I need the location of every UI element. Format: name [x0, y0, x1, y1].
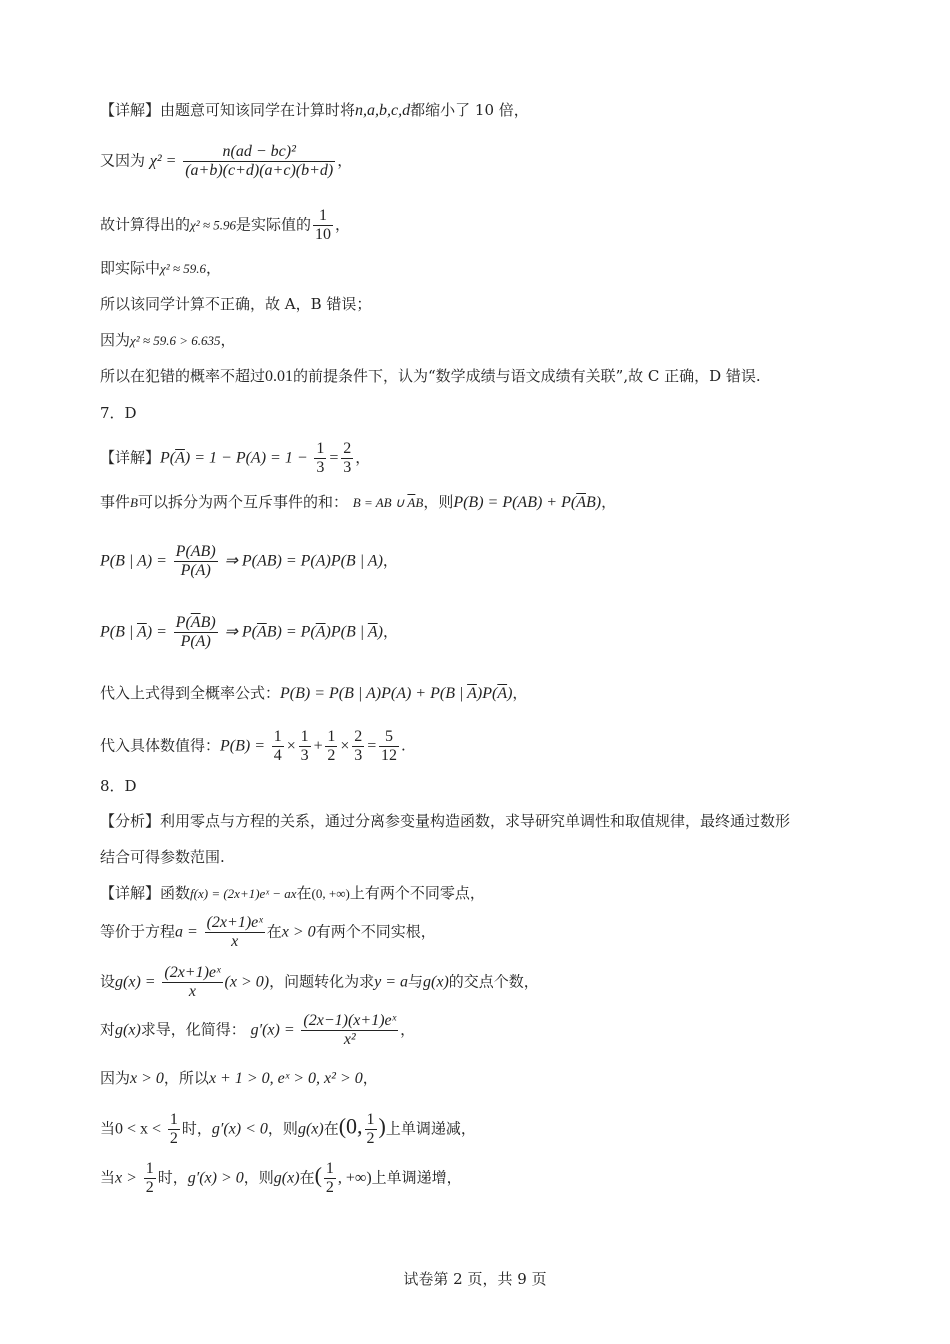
text-line: 事件B可以拆分为两个互斥事件的和： B = AB ∪ $\overline{A}B$，则$P(B) = P(AB) + P(\overline{A}B)$，	[100, 493, 617, 511]
fraction: $\frac{1}{2}$	[169, 1111, 178, 1147]
formula-line: 对g(x)求导，化简得： g′(x) = $\frac{\text{(2x−1)(x+1)eˣ}}{\text{x²}}$ ，	[100, 1012, 416, 1048]
formula-line: 等价于方程a = $\frac{\text{(2x+1)eˣ}}{x}$ 在x > 0有两个不同实根，	[100, 914, 436, 950]
fraction: $\frac{\text{n(ad − bc)²}}{(a+b)(c+d)(a+c)(b+d)}$	[185, 143, 334, 179]
text-line: 【详解】由题意可知该同学在计算时将n,a,b,c,d都缩小了 10 倍，	[100, 101, 529, 119]
text-line: 【分析】利用零点与方程的关系，通过分离参变量构造函数，求导研究单调性和取值规律，最终通过数形	[100, 812, 791, 830]
formula-line: 代入上式得到全概率公式：P(B) = P(B | A)P(A) + P(B | $\overline{A})P(\overline{A})$，	[100, 684, 528, 702]
page-footer: 试卷第 2 页，共 9 页	[403, 1270, 547, 1288]
fraction: $\frac{1}{3}$	[300, 728, 309, 764]
detail-tag: 【详解】	[100, 101, 161, 119]
text-line: 结合可得参数范围.	[100, 848, 225, 866]
formula-line: 当0 < x < $\frac{1}{2}$ 时，g′(x) < 0，则g(x)在(0, $\frac{1}{2}$ )上单调递减，	[100, 1111, 476, 1147]
fraction: $\frac{5}{12}$	[380, 728, 397, 764]
fraction: $\frac{2}{3}$	[343, 440, 352, 476]
fraction: $\frac{\text{(2x+1)eˣ}}{x}$	[206, 914, 263, 950]
text-line: 因为χ² ≈ 59.6 > 6.635，	[100, 331, 236, 349]
fraction: $\frac{1}{2}$	[327, 728, 336, 764]
fraction: $\frac{\text{(2x−1)(x+1)eˣ}}{\text{x²}}$	[303, 1012, 397, 1048]
text-line: 因为x > 0，所以x + 1 > 0, eˣ > 0, x² > 0，	[100, 1069, 378, 1087]
fraction: $\frac{P(AB)}{P(A)}$	[175, 543, 216, 579]
formula-line: 设g(x) = $\frac{\text{(2x+1)eˣ}}{x}$ (x > 0)，问题转化为求y = a与g(x)的交点个数，	[100, 964, 539, 1000]
formula-line: P(B | A) = $\frac{P(AB)}{P(A)}$ ⇒ P(AB) = P(A)P(B | A)，	[100, 543, 398, 579]
formula-line: 代入具体数值得：P(B) = $\frac{1}{4}$ × $\frac{1}{3}$ + $\frac{1}{2}$ × $\frac{2}{3}$ = $\frac{5}{12}$ .	[100, 728, 406, 764]
formula-line: P(B | $\overline{A}$) = $\frac{P(\overline{A}B)}{P(\overline{A})}$ ⇒ $P(\overline{A}B) = P(\overline{A})P(B$ | $\overline{A}$)，	[100, 614, 398, 650]
fraction: $\frac{1}{2}$	[366, 1111, 375, 1147]
question-number: 8．D	[100, 777, 137, 795]
text-line: 【详解】函数f(x) = (2x+1)eˣ − ax在(0, +∞)上有两个不同零点，	[100, 884, 485, 902]
fraction: $\frac{1}{2}$	[325, 1160, 334, 1196]
fraction: $\frac{1}{4}$	[273, 728, 282, 764]
formula-line: 又因为 χ² = $\frac{\text{n(ad − bc)²}}{(a+b)(c+d)(a+c)(b+d)}$ ，	[100, 143, 353, 179]
text-line: 所以该同学计算不正确，故 A，B 错误；	[100, 295, 372, 313]
fraction: $\frac{1}{2}$	[145, 1160, 154, 1196]
fraction: $\frac{P(\overline{A}B)}{P(\overline{A})}$	[175, 614, 216, 650]
question-number: 7．D	[100, 404, 137, 422]
formula-line: 【详解】$P(\overline{A}) = 1 - P(A) = 1$ − $\frac{1}{3}$ = $\frac{2}{3}$ ，	[100, 440, 371, 476]
formula-line: 当x > $\frac{1}{2}$ 时，g′(x) > 0，则g(x)在( $\frac{1}{2}$ , +∞)上单调递增，	[100, 1160, 462, 1196]
fraction: $\frac{1}{10}$	[315, 207, 332, 243]
fraction: $\frac{2}{3}$	[354, 728, 363, 764]
text-line: 所以在犯错的概率不超过0.01的前提条件下，认为“数学成绩与语文成绩有关联”,故 C 正确，D 错误.	[100, 367, 761, 385]
fraction: $\frac{\text{(2x+1)eˣ}}{x}$	[164, 964, 221, 1000]
fraction: $\frac{1}{3}$	[316, 440, 325, 476]
text-line: 故计算得出的χ² ≈ 5.96是实际值的 $\frac{1}{10}$ ，	[100, 207, 351, 243]
text-line: 即实际中χ² ≈ 59.6，	[100, 259, 222, 277]
